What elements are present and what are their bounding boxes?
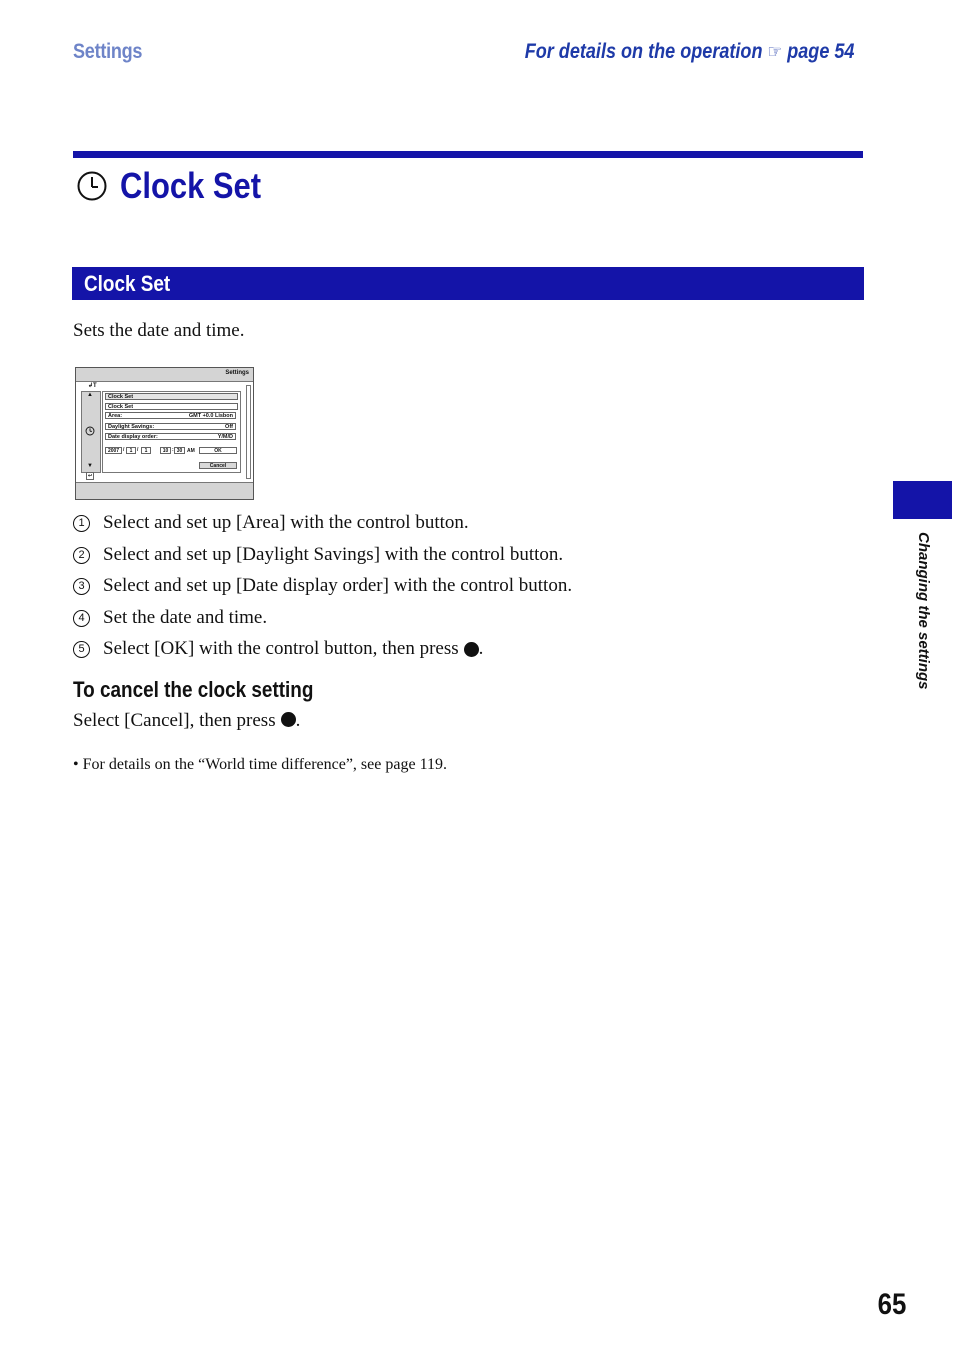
step-item xyxy=(73,574,572,598)
step-item: 5 Select [OK] with the control button, then press . xyxy=(73,637,483,661)
cancel-instruction: Select [Cancel], then press . xyxy=(73,710,301,731)
up-arrow-icon: ▲ xyxy=(87,392,93,398)
running-header-reference xyxy=(524,40,854,64)
page-title: Clock Set xyxy=(120,165,262,206)
top-rule xyxy=(73,151,863,158)
screen-row: Clock Set xyxy=(105,403,238,410)
ampm-label: AM xyxy=(187,448,195,454)
step-number: 1 xyxy=(73,515,90,532)
step-item xyxy=(73,543,563,567)
cancel-button[interactable]: Cancel xyxy=(199,462,237,469)
ok-button[interactable]: OK xyxy=(199,447,237,454)
clock-small-icon xyxy=(85,426,95,436)
step-text: Set the date and time. xyxy=(103,607,268,628)
step-item xyxy=(73,606,267,630)
screen-row[interactable]: Daylight Savings: Off xyxy=(105,423,236,430)
note xyxy=(73,756,447,774)
day-field[interactable]: 1 xyxy=(141,447,151,454)
chapter-side-label: Changing the settings xyxy=(915,532,932,690)
down-arrow-icon: ▼ xyxy=(87,463,93,469)
tab-icon: ↲T xyxy=(88,383,97,389)
screen-top-label: Settings xyxy=(225,370,249,376)
screen-sidebar xyxy=(81,391,101,473)
step-number: 4 xyxy=(73,610,90,627)
month-field[interactable]: 1 xyxy=(126,447,136,454)
bullet-icon: • xyxy=(73,756,79,773)
screen-row[interactable]: Date display order: Y/M/D xyxy=(105,433,236,440)
screen-bottom-bar xyxy=(76,482,253,499)
minute-field[interactable]: 30 xyxy=(174,447,185,454)
title-row xyxy=(76,166,284,206)
screen-row[interactable]: Area: GMT +0.0 Lisbon xyxy=(105,412,236,419)
center-button-icon xyxy=(464,642,479,657)
screen-row: Clock Set xyxy=(105,393,238,400)
note-text: For details on the “World time difference”, see page 119. xyxy=(82,756,447,773)
section-bar xyxy=(72,267,864,300)
details-prefix: For details on the operation xyxy=(524,40,763,63)
running-header-section: Settings xyxy=(73,40,143,63)
screen-top-bar xyxy=(76,368,253,382)
chapter-tab xyxy=(893,481,952,519)
page-number: 65 xyxy=(877,1288,906,1321)
cancel-heading: To cancel the clock setting xyxy=(73,677,314,702)
step-text: Select and set up [Area] with the control button. xyxy=(103,512,469,533)
screen-scrollbar xyxy=(246,385,251,479)
step-text: Select and set up [Date display order] with the control button. xyxy=(103,575,573,596)
year-field[interactable]: 2007 xyxy=(105,447,122,454)
center-button-icon xyxy=(281,712,296,727)
screen-panel: Clock Set Clock Set Area: GMT +0.0 Lisbon Daylight Savings: Off Date display order: Y/M/D 2007 / 1 / 1 10 : 30 AM OK Cancel xyxy=(102,391,241,473)
intro-text: Sets the date and time. xyxy=(73,320,245,341)
section-title: Clock Set xyxy=(84,271,171,296)
step-number: 3 xyxy=(73,578,90,595)
step-item xyxy=(73,511,469,535)
step-text: Select [OK] with the control button, then press xyxy=(103,638,459,659)
step-number: 2 xyxy=(73,547,90,564)
details-page-link[interactable]: page 54 xyxy=(786,40,854,63)
step-text: Select and set up [Daylight Savings] with the control button. xyxy=(103,544,564,565)
hour-field[interactable]: 10 xyxy=(160,447,171,454)
clock-icon xyxy=(76,170,108,202)
pointing-hand-icon: ☞ xyxy=(767,42,782,63)
step-number: 5 xyxy=(73,641,90,658)
screen-illustration xyxy=(75,367,254,500)
back-icon: ↩ xyxy=(88,473,93,479)
